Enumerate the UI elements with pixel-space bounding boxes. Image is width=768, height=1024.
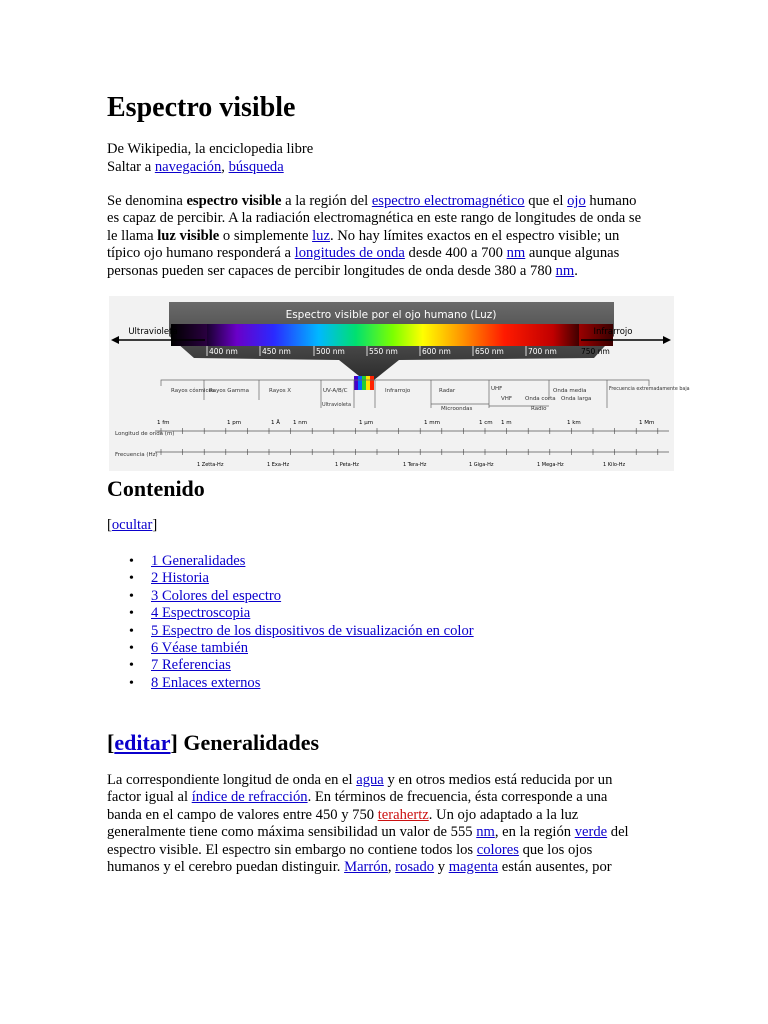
svg-text:1 mm: 1 mm bbox=[424, 420, 440, 426]
tick-750: 750 nm bbox=[581, 347, 610, 356]
search-link[interactable]: búsqueda bbox=[228, 159, 284, 175]
svg-text:1 m: 1 m bbox=[501, 420, 512, 426]
link-luz[interactable]: luz bbox=[312, 227, 330, 244]
intro-line: Se denomina espectro visible a la región del espectro electromagnético que el ojo humano bbox=[107, 193, 637, 209]
link-nm[interactable]: nm bbox=[555, 262, 575, 279]
tick-700: 700 nm bbox=[528, 347, 557, 356]
visible-rainbow-bar bbox=[207, 324, 579, 346]
intro-line: es capaz de percibir. A la radiación electromagnética en este rango de longitudes de onda se bbox=[107, 210, 642, 227]
toc-toggle: [ocultar] bbox=[107, 517, 158, 533]
band-brackets bbox=[161, 380, 649, 408]
link-terahertz[interactable]: terahertz bbox=[377, 806, 429, 823]
band-uv-abc: UV-A/B/C bbox=[323, 388, 348, 394]
section-heading-generalidades: [editar] Generalidades bbox=[107, 730, 320, 755]
wavelength-axis-label: Longitud de onda (m) bbox=[115, 431, 175, 437]
svg-text:1 Tera-Hz: 1 Tera-Hz bbox=[403, 462, 427, 468]
infrared-label: Infrarrojo bbox=[593, 327, 633, 337]
toc-item bbox=[127, 657, 474, 674]
toc-list bbox=[127, 553, 474, 692]
toc-link-dispositivos[interactable]: 5 Espectro de los dispositivos de visualización en color bbox=[151, 622, 474, 639]
navigation-link[interactable]: navegación bbox=[154, 159, 222, 175]
svg-text:1 nm: 1 nm bbox=[293, 420, 308, 426]
link-rosado[interactable]: rosado bbox=[395, 859, 435, 876]
spectrum-diagram bbox=[109, 296, 690, 471]
toc-link-espectroscopia[interactable]: 4 Espectroscopia bbox=[151, 605, 251, 622]
spectrum-figure[interactable] bbox=[109, 296, 690, 471]
link-colores[interactable]: colores bbox=[476, 841, 519, 858]
toc-link-historia[interactable]: 2 Historia bbox=[151, 570, 209, 587]
band-shortwave: Onda corta bbox=[525, 396, 556, 402]
band-longwave: Onda larga bbox=[561, 396, 592, 402]
toc-link-vease-tambien[interactable]: 6 Véase también bbox=[151, 639, 248, 656]
intro-line: típico ojo humano responderá a longitudes de onda desde 400 a 700 nm aunque algunas bbox=[107, 245, 620, 262]
link-marron[interactable]: Marrón bbox=[344, 859, 388, 876]
intro-line: personas pueden ser capaces de percibir longitudes de onda desde 380 a 780 nm. bbox=[107, 262, 578, 279]
toc-link-referencias[interactable]: 7 Referencias bbox=[151, 657, 231, 674]
toc-hide-link[interactable]: ocultar bbox=[111, 517, 153, 533]
tick-400: 400 nm bbox=[209, 347, 238, 356]
link-nm[interactable]: nm bbox=[476, 824, 495, 841]
band-elf: Frecuencia extremadamente baja bbox=[609, 387, 690, 392]
toc-item bbox=[127, 570, 474, 587]
svg-text:1 fm: 1 fm bbox=[157, 420, 170, 426]
tick-600: 600 nm bbox=[422, 347, 451, 356]
link-espectro-electromagnetico[interactable]: espectro electromagnético bbox=[371, 193, 525, 209]
toc-link-colores[interactable]: 3 Colores del espectro bbox=[151, 587, 282, 604]
link-ojo[interactable]: ojo bbox=[567, 193, 586, 209]
toc-item bbox=[127, 640, 474, 657]
band-vhf: VHF bbox=[501, 396, 513, 402]
site-subtitle: De Wikipedia, la enciclopedia libre bbox=[107, 141, 314, 157]
link-longitudes-de-onda[interactable]: longitudes de onda bbox=[294, 245, 405, 262]
svg-text:1 Exa-Hz: 1 Exa-Hz bbox=[267, 462, 290, 468]
link-indice-refraccion[interactable]: índice de refracción bbox=[191, 789, 308, 806]
band-ir: Infrarrojo bbox=[385, 388, 411, 394]
svg-text:1 pm: 1 pm bbox=[227, 420, 242, 426]
link-verde[interactable]: verde bbox=[574, 824, 608, 841]
ultraviolet-label: Ultravioleta bbox=[128, 327, 178, 337]
link-nm[interactable]: nm bbox=[506, 245, 526, 262]
band-uhf: UHF bbox=[491, 386, 503, 392]
svg-text:1 cm: 1 cm bbox=[479, 420, 493, 426]
toc-link-generalidades[interactable]: 1 Generalidades bbox=[151, 553, 246, 569]
intro-paragraph bbox=[107, 193, 667, 280]
svg-text:1 Mega-Hz: 1 Mega-Hz bbox=[537, 462, 564, 468]
toc-item bbox=[127, 605, 474, 622]
band-uv: Ultravioleta bbox=[322, 402, 352, 408]
frequency-axis-label: Frecuencia (Hz) bbox=[115, 452, 158, 458]
uv-arrowhead-icon bbox=[111, 336, 119, 344]
svg-text:1 Kilo-Hz: 1 Kilo-Hz bbox=[603, 462, 626, 468]
edit-link[interactable]: editar bbox=[114, 730, 171, 755]
band-labels bbox=[171, 386, 690, 412]
band-microwave: Microondas bbox=[441, 406, 473, 412]
toc-item bbox=[127, 588, 474, 605]
toc-link-enlaces-externos[interactable]: 8 Enlaces externos bbox=[151, 674, 261, 691]
band-xray: Rayos X bbox=[269, 388, 292, 394]
toc-item bbox=[127, 623, 474, 640]
frequency-units bbox=[197, 462, 626, 468]
svg-text:1 Å: 1 Å bbox=[271, 420, 281, 426]
svg-text:1 Peta-Hz: 1 Peta-Hz bbox=[335, 462, 359, 468]
tick-500: 500 nm bbox=[316, 347, 345, 356]
band-radar: Radar bbox=[439, 388, 456, 394]
toc-item bbox=[127, 675, 474, 692]
toc-item bbox=[127, 553, 474, 570]
svg-text:1 µm: 1 µm bbox=[359, 420, 374, 426]
ir-arrowhead-icon bbox=[663, 336, 671, 344]
link-agua[interactable]: agua bbox=[356, 772, 384, 788]
banner-title: Espectro visible por el ojo humano (Luz) bbox=[285, 309, 497, 321]
generalidades-paragraph: La correspondiente longitud de onda en el agua y en otros medios está reducida por un factor igual al índice de refracción. En términos de frecuencia, ésta corresponde a una banda en el campo de valores entre 450 y 750 terahertz. Un ojo adaptado a la luz generalmente tiene como máxima sensibilidad un valor de 555 nm, en la región verde del espectro visible. El espectro sin embargo no contiene todos los colores que los ojos humanos y el cerebro puedan distinguir. Marrón, rosado y magenta están ausentes, por bbox=[107, 772, 629, 876]
jump-links: Saltar a navegación, búsqueda bbox=[107, 159, 284, 175]
tick-450: 450 nm bbox=[262, 347, 291, 356]
svg-text:1 Giga-Hz: 1 Giga-Hz bbox=[469, 462, 494, 468]
wavelength-units bbox=[157, 419, 654, 426]
tick-650: 650 nm bbox=[475, 347, 504, 356]
band-mediumwave: Onda media bbox=[553, 388, 587, 394]
link-magenta[interactable]: magenta bbox=[448, 859, 499, 876]
band-cosmic: Rayos cósmicos bbox=[171, 388, 215, 394]
toc-heading: Contenido bbox=[107, 476, 205, 501]
band-gamma: Rayos Gamma bbox=[209, 388, 250, 394]
intro-line: le llama luz visible o simplemente luz. No hay límites exactos en el espectro visible; un bbox=[107, 227, 620, 244]
svg-text:1 km: 1 km bbox=[567, 420, 581, 426]
svg-text:1 Zetta-Hz: 1 Zetta-Hz bbox=[197, 462, 224, 468]
tick-550: 550 nm bbox=[369, 347, 398, 356]
svg-text:1 Mm: 1 Mm bbox=[639, 420, 655, 426]
page-title: Espectro visible bbox=[107, 92, 296, 123]
band-radio: Radio bbox=[531, 406, 547, 412]
